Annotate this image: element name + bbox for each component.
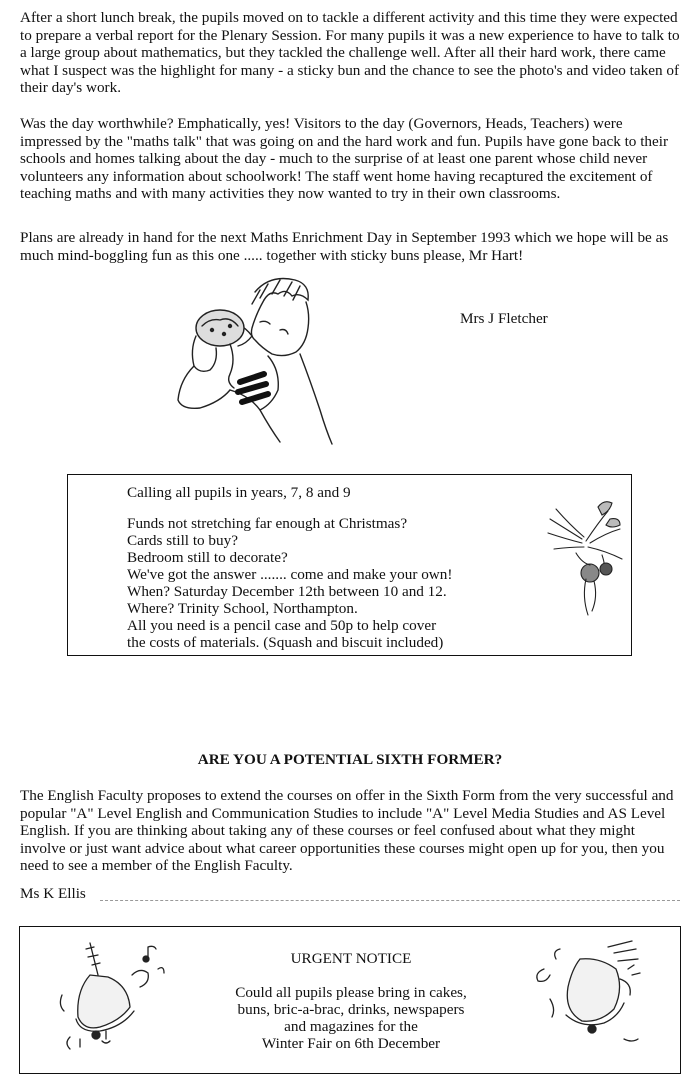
sixth-form-heading: ARE YOU A POTENTIAL SIXTH FORMER? [197, 751, 503, 768]
urgent-line: Could all pupils please bring in cakes, [235, 984, 467, 1001]
notice-line: All you need is a pencil case and 50p to help cover [127, 617, 437, 634]
bell-right-icon [520, 939, 650, 1064]
notice-line: the costs of materials. (Squash and biscuit included) [127, 634, 444, 651]
signature-rule [100, 900, 680, 901]
urgent-line: and magazines for the [284, 1018, 418, 1035]
urgent-notice-box [19, 926, 681, 1074]
signature-ellis: Ms K Ellis [20, 885, 86, 902]
signature-fletcher: Mrs J Fletcher [460, 310, 548, 327]
notice-line: Calling all pupils in years, 7, 8 and 9 [127, 484, 351, 501]
urgent-line: Winter Fair on 6th December [261, 1035, 441, 1052]
notice-line: Bedroom still to decorate? [127, 549, 288, 566]
urgent-line: buns, bric-a-brac, drinks, newspapers [237, 1001, 465, 1018]
christmas-notice-box [67, 474, 632, 656]
paragraph-plans: Plans are already in hand for the next Maths Enrichment Day in September 1993 which we hope will be as much mind-boggling fun as this one ..... together with sticky buns please, Mr Hart! [20, 229, 669, 264]
notice-line: We've got the answer ....... come and make your own! [127, 566, 453, 583]
boy-eating-bun-illustration [160, 270, 340, 445]
notice-line: Funds not stretching far enough at Christmas? [127, 515, 408, 532]
paragraph-lunch-break: After a short lunch break, the pupils moved on to tackle a different activity and this time they were expected to prepare a verbal report for the Plenary Session. For many pupils it was a new experience to have to talk to a large group about mathematics, but they tackled the challenge well. After all their hard work, there came what I suspect was the highlight for many - a sticky bun and the chance to see the photo's and video taken of their day's work. [20, 9, 680, 97]
urgent-notice-title: URGENT NOTICE [290, 950, 412, 967]
notice-line: Where? Trinity School, Northampton. [127, 600, 358, 617]
christmas-decoration-icon [546, 489, 624, 619]
notice-line: When? Saturday December 12th between 10 and 12. [127, 583, 447, 600]
paragraph-sixth-form: The English Faculty proposes to extend the courses on offer in the Sixth Form from the very successful and popular "A" Level English and Communication Studies to include "A" Level Media Studies and AS Level English. If you are thinking about taking any of these courses or feel confused about what they might involve or just want advice about what career opportunities these courses might open up for you, then you need to see a member of the English Faculty. [20, 787, 674, 875]
notice-line: Cards still to buy? [127, 532, 238, 549]
paragraph-worthwhile: Was the day worthwhile? Emphatically, yes! Visitors to the day (Governors, Heads, Teachers) were impressed by the "maths talk" that was going on and the hard work and fun. Pupils have gone back to their schools and homes talking about the day - much to the surprise of at least one parent whose child never volunteers any information about schoolwork! The staff went home having recaptured the excitement of teaching maths and with many activities they now wanted to try in their own classrooms. [20, 115, 669, 203]
